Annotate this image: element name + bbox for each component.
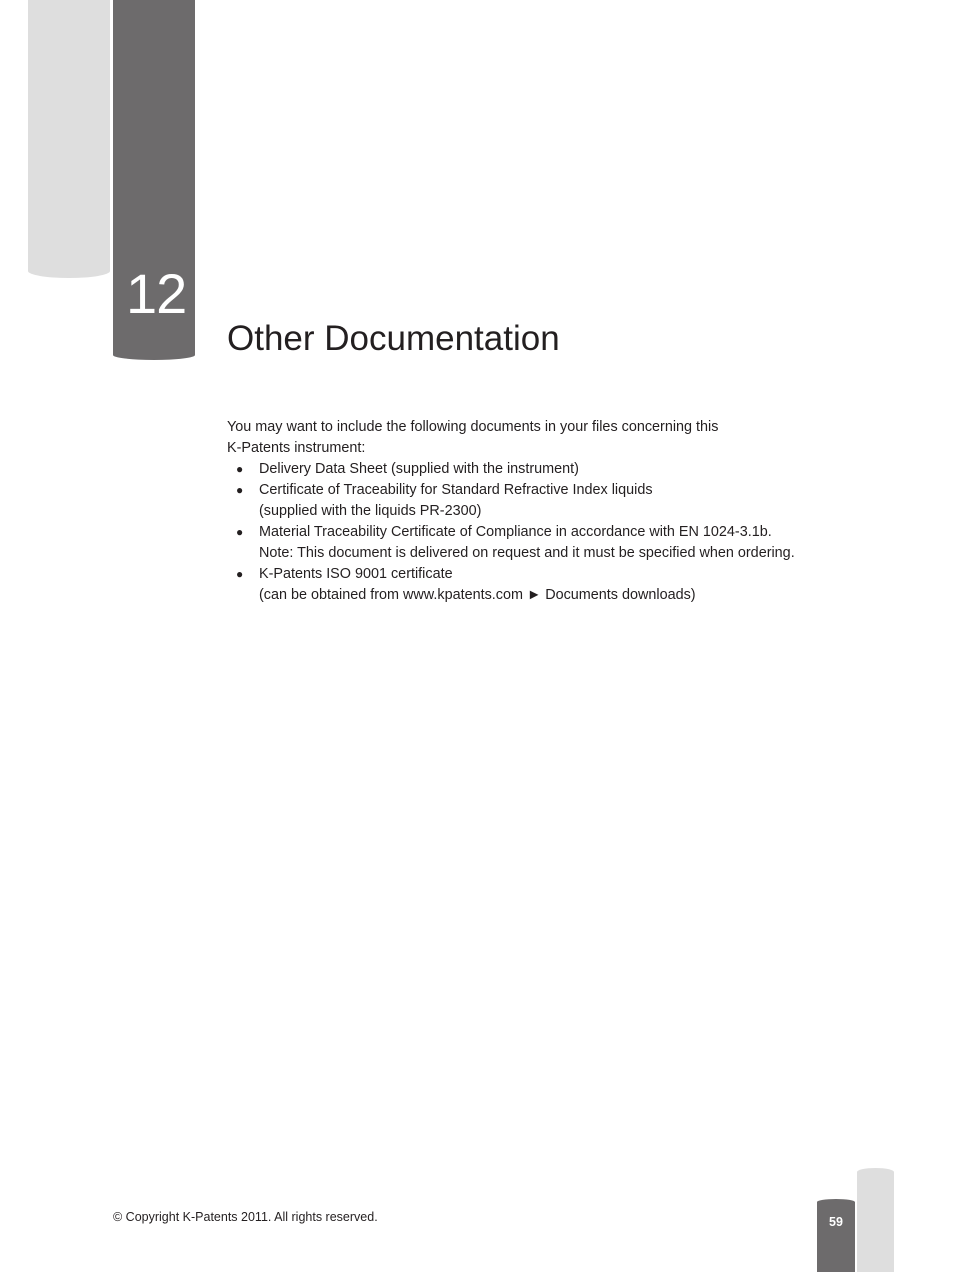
document-list xyxy=(227,459,867,606)
list-item-subtext: Note: This document is delivered on request and it must be specified when ordering. xyxy=(259,545,795,561)
intro-line-2: K-Patents instrument: xyxy=(227,440,366,456)
chapter-number: 12 xyxy=(126,262,187,325)
intro-paragraph xyxy=(227,417,867,459)
list-item-text: Delivery Data Sheet (supplied with the instrument) xyxy=(259,461,579,477)
chapter-body xyxy=(227,417,867,606)
bullet-icon: ● xyxy=(236,567,244,581)
list-item xyxy=(227,480,867,522)
list-item xyxy=(227,522,867,564)
chapter-tab-light xyxy=(28,0,110,278)
chapter-title: Other Documentation xyxy=(227,319,560,358)
bullet-icon: ● xyxy=(236,462,244,476)
intro-line-1: You may want to include the following documents in your files concerning this xyxy=(227,419,719,435)
page-number: 59 xyxy=(829,1215,843,1229)
list-item-subtext: (can be obtained from www.kpatents.com ► Documents downloads) xyxy=(259,587,696,603)
list-item xyxy=(227,564,867,606)
list-item-text: K-Patents ISO 9001 certificate xyxy=(259,566,453,582)
list-item xyxy=(227,459,867,480)
page-tab-dark xyxy=(817,1199,855,1272)
bullet-icon: ● xyxy=(236,483,244,497)
list-item-text: Certificate of Traceability for Standard Refractive Index liquids xyxy=(259,482,653,498)
page-tab-light xyxy=(857,1168,894,1272)
list-item-text: Material Traceability Certificate of Compliance in accordance with EN 1024-3.1b. xyxy=(259,524,772,540)
copyright-notice: © Copyright K-Patents 2011. All rights reserved. xyxy=(113,1210,378,1224)
bullet-icon: ● xyxy=(236,525,244,539)
list-item-subtext: (supplied with the liquids PR-2300) xyxy=(259,503,482,519)
